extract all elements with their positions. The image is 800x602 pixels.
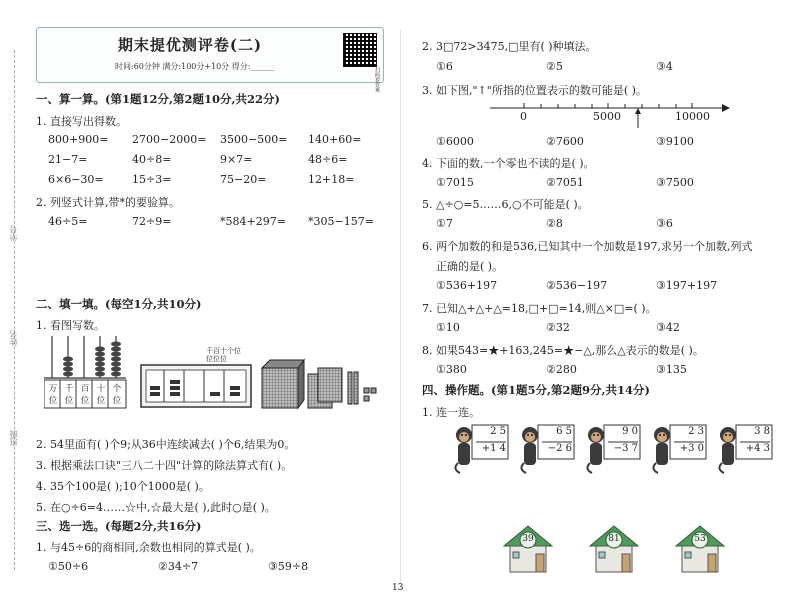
choice-7-option-3: ③42: [656, 321, 680, 334]
card-4-bottom: +3 0: [679, 443, 704, 454]
card-1-top: 2 5: [490, 426, 506, 437]
house-3-number: 53: [694, 534, 706, 544]
choice-8-option-2: ②280: [546, 363, 577, 376]
abacus-place-5: 个位: [112, 384, 122, 406]
choice-5: 5. △÷○=5……6,○不可能是( )。: [422, 198, 589, 211]
choice-7-option-1: ①10: [436, 321, 460, 334]
calc-3-4: 12+18=: [308, 173, 355, 186]
vertical-calc-4: *305−157=: [308, 215, 374, 228]
choice-1: 1. 与45÷6的商相同,余数也相同的算式是( )。: [36, 541, 261, 554]
choice-2-option-2: ②5: [546, 60, 563, 73]
counting-frame: [140, 364, 252, 408]
binding-spine: [0, 0, 32, 602]
calc-3-1: 6×6−30=: [48, 173, 104, 186]
choice-2: 2. 3□72>3475,□里有( )种填法。: [422, 40, 597, 53]
choice-5-option-2: ②8: [546, 217, 563, 230]
choice-5-option-3: ③6: [656, 217, 673, 230]
choice-8: 8. 如果543=★+163,245=★−△,那么△表示的数是( )。: [422, 344, 704, 357]
spine-label-name: 姓名: [9, 330, 18, 346]
house-2-number: 81: [608, 534, 620, 544]
card-2-top: 6 5: [556, 426, 572, 437]
section-2-title: 二、填一填。(每空1分,共10分): [36, 297, 202, 311]
spine-cut-line: [14, 50, 15, 570]
abacus-place-3: 百位: [80, 384, 90, 406]
choice-4-option-1: ①7015: [436, 176, 474, 189]
ruler-label-0: 0: [520, 110, 527, 123]
choice-3: 3. 如下图,"↑"所指的位置表示的数可能是( )。: [422, 84, 647, 97]
abacus-place-2: 千位: [64, 384, 74, 406]
section-3-title: 三、选一选。(每题2分,共16分): [36, 519, 202, 533]
card-2-bottom: −2 6: [547, 443, 572, 454]
abacus-place-4: 十位: [96, 384, 106, 406]
q2-label: 2. 列竖式计算,带*的要验算。: [36, 196, 180, 209]
q1-label: 1. 直接写出得数。: [36, 115, 127, 128]
section-4-title: 四、操作题。(第1题5分,第2题9分,共14分): [422, 383, 650, 397]
card-4-top: 2 3: [688, 426, 704, 437]
calc-1-4: 140+60=: [308, 133, 362, 146]
vertical-calc-3: *584+297=: [220, 215, 286, 228]
choice-6-option-1: ①536+197: [436, 279, 498, 292]
choice-4-option-2: ②7051: [546, 176, 584, 189]
choice-7: 7. 已知△+△+△=18,□+□=14,则△×□=( )。: [422, 302, 657, 315]
card-1-bottom: +1 4: [481, 443, 506, 454]
qr-caption: 扫码看答案: [374, 67, 380, 92]
card-5-bottom: +4 3: [745, 443, 770, 454]
calc-1-1: 800+900=: [48, 133, 109, 146]
exam-meta: 时间:60分钟 满分:100分+10分 得分:______: [115, 62, 275, 71]
calc-1-2: 2700−2000=: [132, 133, 207, 146]
card-3-top: 9 0: [622, 426, 638, 437]
title-box: [36, 27, 384, 92]
fill-5: 5. 在○÷6=4……☆中,☆最大是( ),此时○是( )。: [36, 501, 276, 514]
choice-3-option-3: ③9100: [656, 135, 694, 148]
card-5-top: 3 8: [754, 426, 770, 437]
operation-1: 1. 连一连。: [422, 406, 480, 419]
choice-4: 4. 下面的数,一个零也不读的是( )。: [422, 157, 595, 170]
choice-6-option-2: ②536−197: [546, 279, 608, 292]
section-1-title: 一、算一算。(第1题12分,第2题10分,共22分): [36, 92, 280, 106]
calc-2-2: 40÷8=: [132, 153, 172, 166]
choice-8-option-3: ③135: [656, 363, 687, 376]
choice-7-option-2: ②32: [546, 321, 570, 334]
choice-5-option-1: ①7: [436, 217, 453, 230]
houses-figure: [500, 524, 740, 576]
choice-6-option-3: ③197+197: [656, 279, 718, 292]
choice-3-option-2: ②7600: [546, 135, 584, 148]
calc-2-3: 9×7=: [220, 153, 253, 166]
choice-8-option-1: ①380: [436, 363, 467, 376]
page-title: 期末提优测评卷(二): [117, 36, 263, 54]
abacus-place-1: 万位: [48, 384, 58, 406]
calc-3-2: 15÷3=: [132, 173, 172, 186]
ruler-label-10000: 10000: [675, 110, 710, 123]
choice-4-option-3: ③7500: [656, 176, 694, 189]
card-3-bottom: −3 7: [613, 443, 638, 454]
vertical-calc-2: 72÷9=: [132, 215, 172, 228]
qr-code-icon: [343, 33, 377, 67]
choice-6-line-2: 正确的是( )。: [436, 260, 504, 273]
column-divider: [400, 30, 401, 590]
vertical-calc-1: 46÷5=: [48, 215, 88, 228]
choice-1-option-1: ①50÷6: [48, 560, 89, 573]
choice-3-option-1: ①6000: [436, 135, 474, 148]
house-1-number: 39: [522, 534, 534, 544]
counter-header: 千百十个位位位位: [206, 347, 241, 363]
fill-2: 2. 54里面有( )个9;从36中连续减去( )个6,结果为0。: [36, 438, 296, 451]
fill-4: 4. 35个100是( );10个1000是( )。: [36, 480, 210, 493]
calc-2-4: 48÷6=: [308, 153, 348, 166]
fill-3: 3. 根据乘法口诀"三八二十四"计算的除法算式有( )。: [36, 459, 293, 472]
page-number: 13: [392, 583, 404, 593]
spine-label-class: 班级: [9, 430, 18, 446]
choice-6-line-1: 6. 两个加数的和是536,已知其中一个加数是197,求另一个加数,列式: [422, 240, 753, 253]
choice-1-option-3: ③59÷8: [268, 560, 309, 573]
calc-1-3: 3500−500=: [220, 133, 288, 146]
calc-2-1: 21−7=: [48, 153, 88, 166]
base-ten-blocks-figure: [260, 358, 380, 410]
choice-2-option-1: ①6: [436, 60, 453, 73]
spine-label-id: 学号: [9, 225, 18, 241]
fill-1: 1. 看图写数。: [36, 319, 105, 332]
calc-3-3: 75−20=: [220, 173, 267, 186]
ruler-label-5000: 5000: [593, 110, 621, 123]
choice-1-option-2: ②34÷7: [158, 560, 199, 573]
choice-2-option-3: ③4: [656, 60, 673, 73]
